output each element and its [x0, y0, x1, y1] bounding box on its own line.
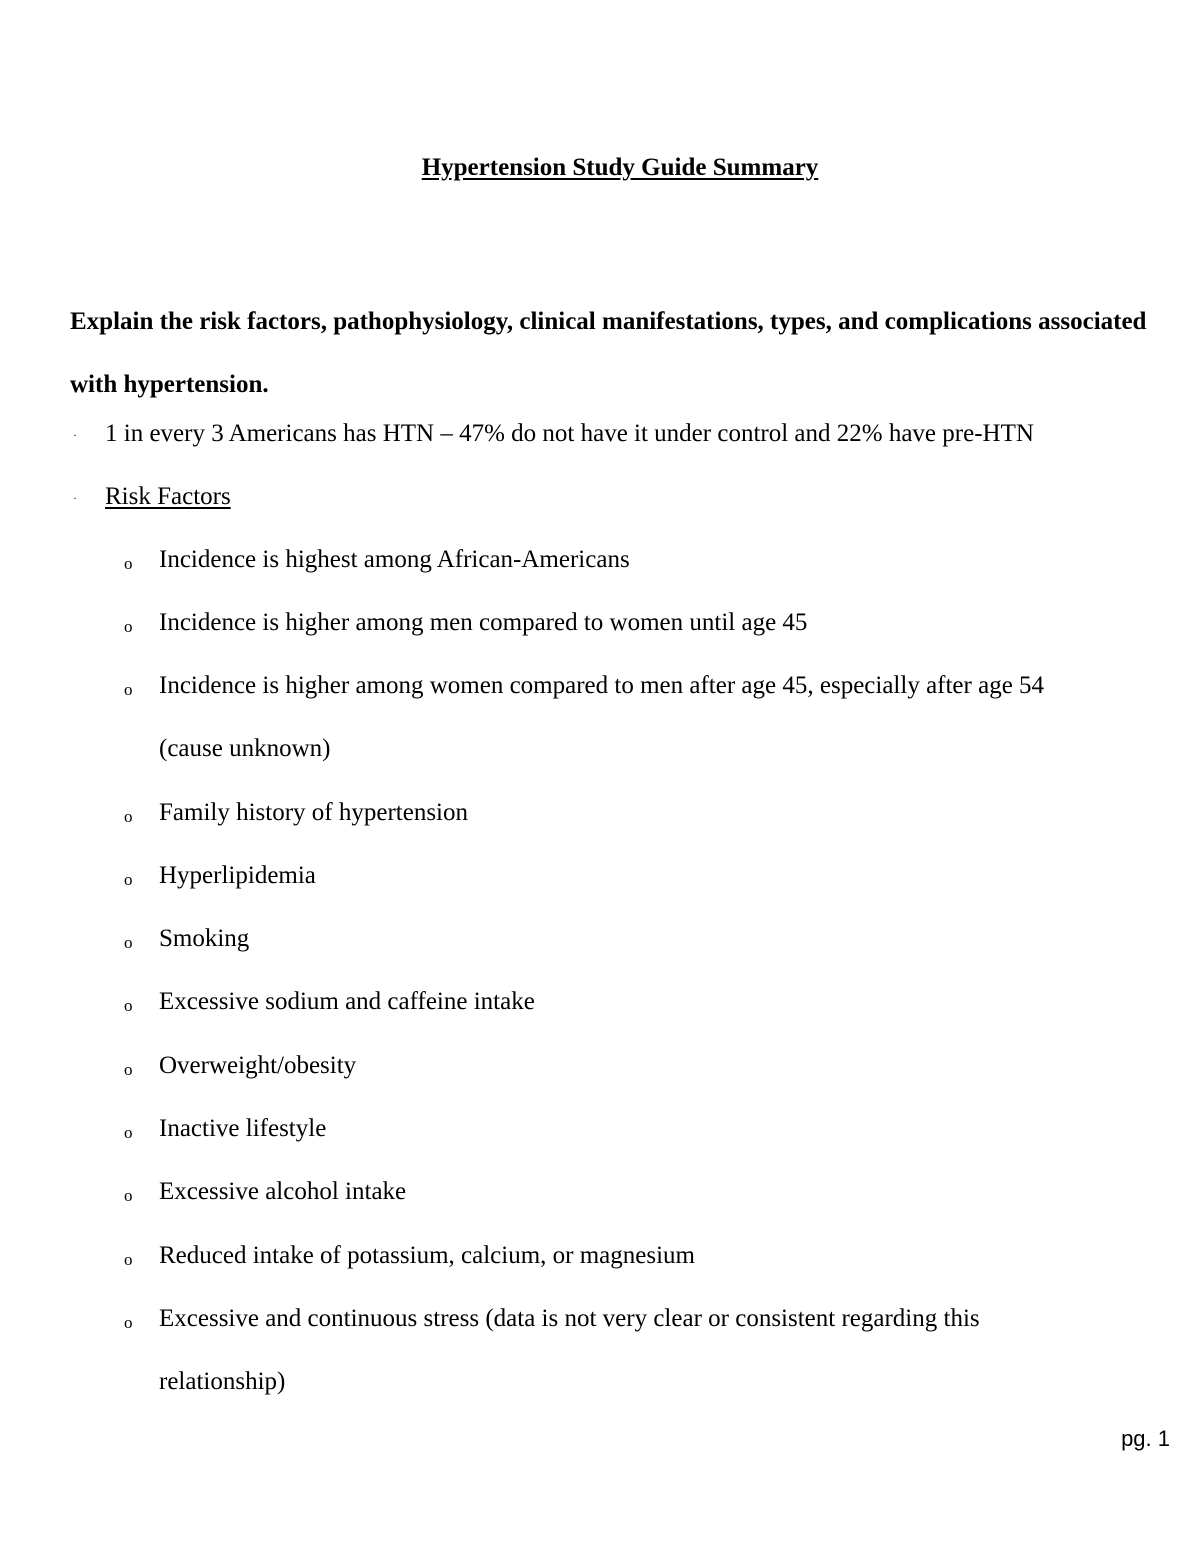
list-item: Hyperlipidemia [159, 862, 316, 889]
risk-factors-heading: Risk Factors [105, 483, 231, 510]
sub-bullet-marker: o [124, 996, 133, 1015]
sub-bullet-marker: o [124, 1186, 133, 1205]
list-item: Family history of hypertension [159, 799, 468, 826]
sub-bullet-marker: o [124, 933, 133, 952]
sub-bullet-marker: o [124, 807, 133, 826]
list-item: Incidence is higher among men compared to women until age 45 [159, 609, 808, 636]
list-item: Inactive lifestyle [159, 1115, 327, 1142]
document-title: Hypertension Study Guide Summary [421, 154, 819, 181]
page-number: pg. 1 [1121, 1426, 1170, 1451]
list-item: Overweight/obesity [159, 1052, 357, 1079]
list-item: Incidence is higher among women compared to men after age 45, especially after age 54 [159, 672, 1045, 699]
study-question: Explain the risk factors, pathophysiology, clinical manifestations, types, and complications associated with hypertension. [70, 308, 1147, 398]
bullet-marker: · [73, 428, 77, 442]
sub-bullet-marker: o [124, 1250, 133, 1269]
sub-bullet-marker: o [124, 1313, 133, 1332]
list-item: Smoking [159, 925, 250, 952]
htn-statistic: 1 in every 3 Americans has HTN – 47% do not have it under control and 22% have pre-HTN [105, 420, 1034, 447]
sub-bullet-marker: o [124, 680, 133, 699]
list-item-continuation: relationship) [159, 1368, 286, 1395]
list-item-continuation: (cause unknown) [159, 735, 331, 762]
list-item: Excessive sodium and caffeine intake [159, 988, 535, 1015]
sub-bullet-marker: o [124, 870, 133, 889]
sub-bullet-marker: o [124, 1123, 133, 1142]
sub-bullet-marker: o [124, 554, 133, 573]
list-item: Incidence is highest among African-Americans [159, 546, 630, 573]
sub-bullet-marker: o [124, 1060, 133, 1079]
bullet-marker: · [73, 491, 77, 505]
sub-bullet-marker: o [124, 617, 133, 636]
list-item: Excessive and continuous stress (data is not very clear or consistent regarding this [159, 1305, 980, 1332]
list-item: Reduced intake of potassium, calcium, or magnesium [159, 1242, 695, 1269]
list-item: Excessive alcohol intake [159, 1178, 407, 1205]
